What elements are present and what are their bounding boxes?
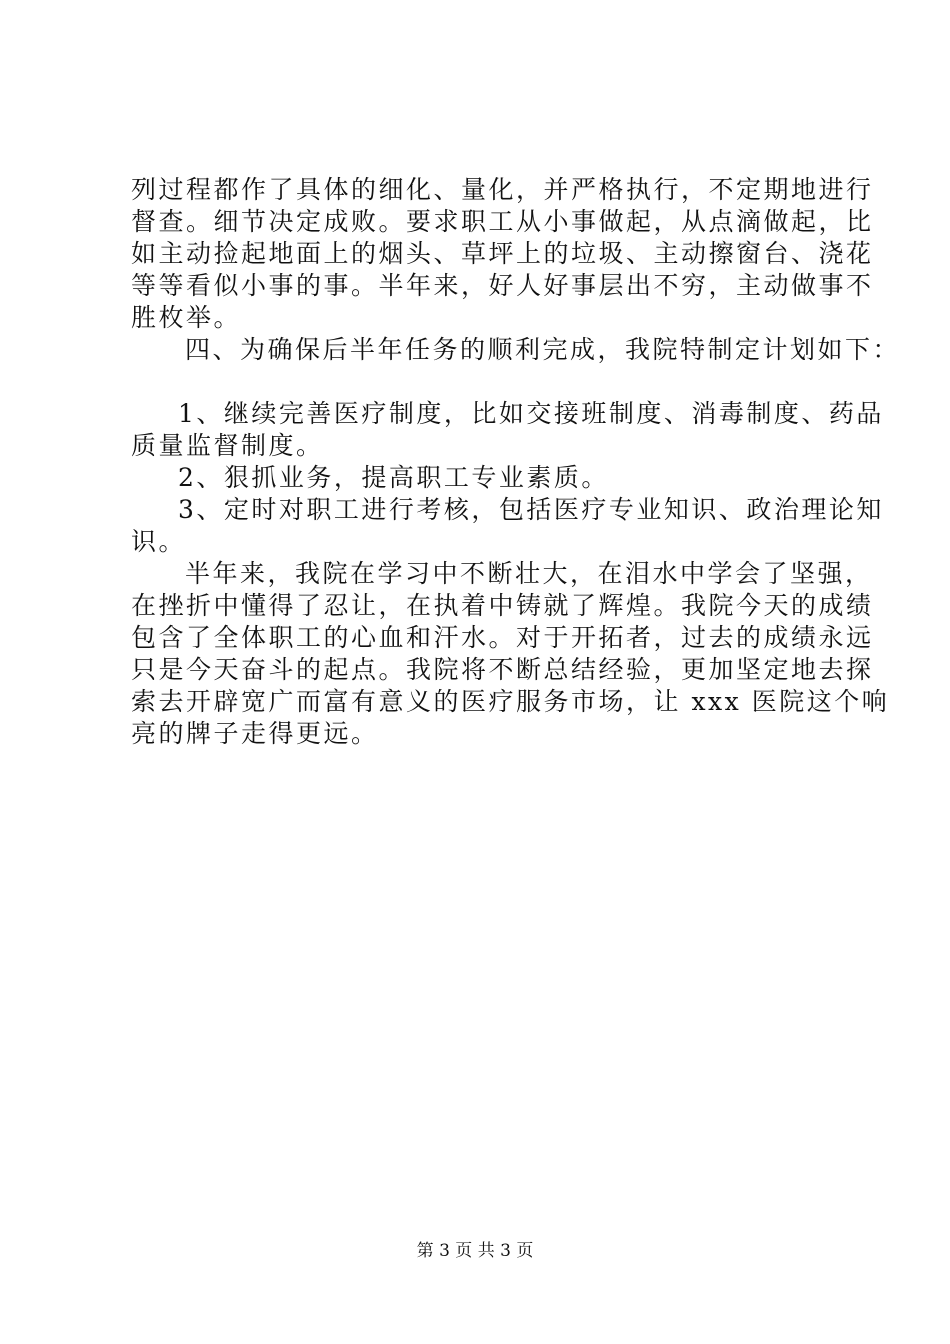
paragraph-line: 胜枚举。: [131, 303, 242, 332]
list-item-continuation: 识。: [131, 527, 187, 556]
paragraph-line: 亮的牌子走得更远。: [131, 719, 379, 748]
paragraph-line: 如主动捡起地面上的烟头、草坪上的垃圾、主动擦窗台、浇花: [131, 239, 874, 268]
paragraph-line: 列过程都作了具体的细化、量化，并严格执行，不定期地进行: [131, 175, 874, 204]
page-number-footer: 第 3 页 共 3 页: [416, 1241, 534, 1261]
list-item: 2、狠抓业务，提高职工专业素质。: [178, 463, 609, 492]
paragraph-line: 等等看似小事的事。半年来，好人好事层出不穷，主动做事不: [131, 271, 874, 300]
section-heading: 四、为确保后半年任务的顺利完成，我院特制定计划如下：: [185, 335, 901, 364]
paragraph-line: 半年来，我院在学习中不断壮大，在泪水中学会了坚强，: [185, 559, 873, 588]
list-item: 3、定时对职工进行考核，包括医疗专业知识、政治理论知: [178, 495, 884, 524]
paragraph-line: 督查。细节决定成败。要求职工从小事做起，从点滴做起，比: [131, 207, 874, 236]
paragraph-line: 只是今天奋斗的起点。我院将不断总结经验，更加坚定地去探: [131, 655, 874, 684]
paragraph-line: 包含了全体职工的心血和汗水。对于开拓者，过去的成绩永远: [131, 623, 874, 652]
list-item: 1、继续完善医疗制度，比如交接班制度、消毒制度、药品: [178, 399, 884, 428]
list-item-continuation: 质量监督制度。: [131, 431, 324, 460]
paragraph-line: 在挫折中懂得了忍让，在执着中铸就了辉煌。我院今天的成绩: [131, 591, 874, 620]
paragraph-line: 索去开辟宽广而富有意义的医疗服务市场，让 xxx 医院这个响: [131, 687, 890, 716]
